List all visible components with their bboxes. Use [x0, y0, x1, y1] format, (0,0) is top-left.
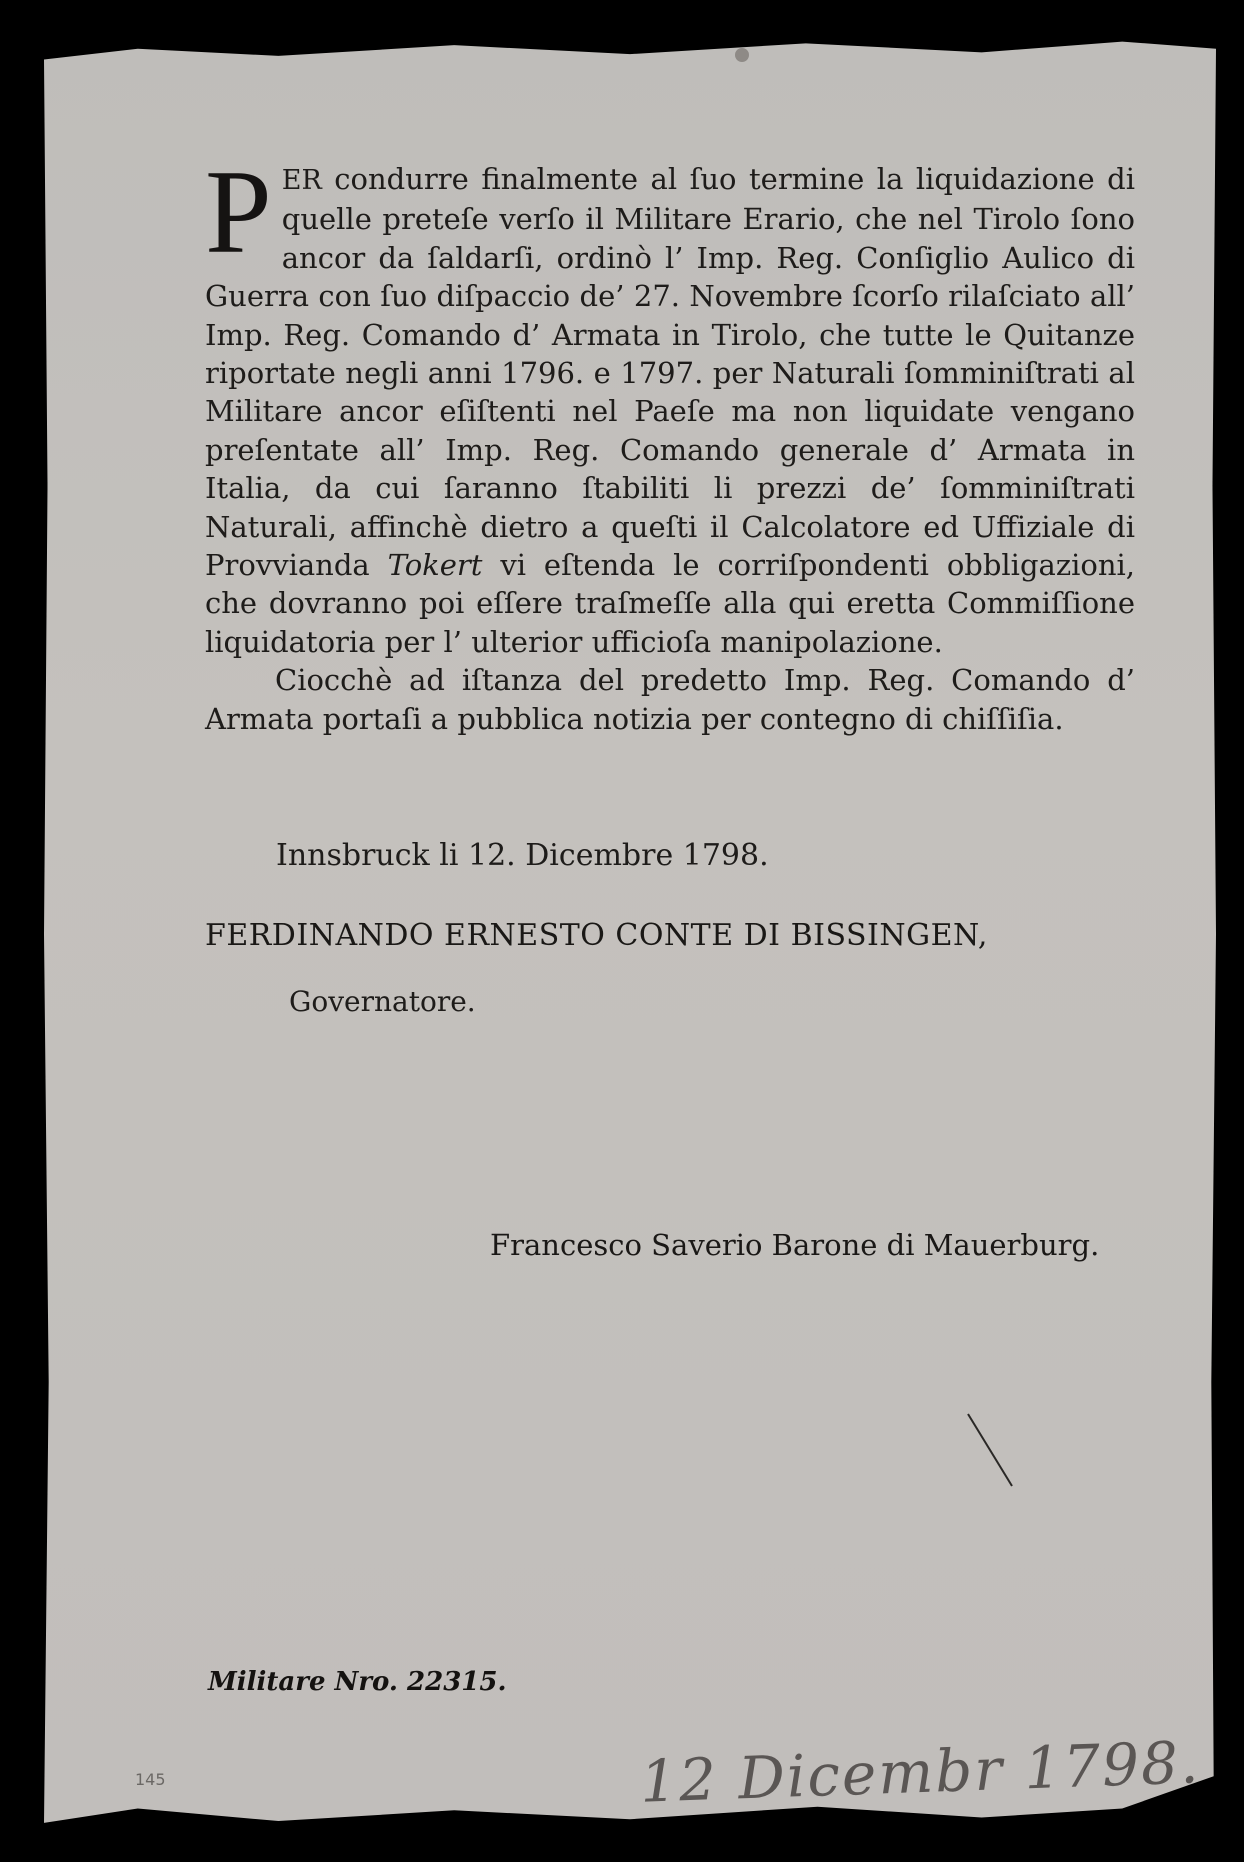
secretary-signature: Francesco Saverio Barone di Mauerburg. — [490, 1228, 1100, 1262]
paragraph-main-end: vi eſtenda le corriſpondenti obbligazioni, che dovranno poi eſſere traſmeſſe alla qui eretta Commiſſione liquidatoria per l’ ulterior ufficioſa manipolazione. — [205, 548, 1135, 659]
governor-title: Governatore. — [289, 985, 476, 1018]
place-date: Innsbruck li 12. Dicembre 1798. — [276, 838, 769, 873]
handwritten-date: 12 Dicembr 1798. — [638, 1728, 1202, 1816]
governor-name: FERDINANDO ERNESTO CONTE DI BISSINGEN, — [205, 918, 988, 953]
paragraph-second: Ciocchè ad iſtanza del predetto Imp. Reg. Comando d’ Armata portaſi a pubblica notizia per contegno di chiſſiſia. — [205, 663, 1135, 736]
military-number: Militare Nro. 22315. — [208, 1667, 507, 1697]
officer-name: Tokert — [387, 548, 483, 583]
ink-stroke-mark — [960, 1410, 1020, 1490]
decree-body — [205, 145, 1135, 738]
first-word-rest: ER — [281, 165, 322, 196]
paragraph-main — [205, 145, 1135, 661]
ink-smudge — [735, 48, 749, 62]
paragraph-main-text: condurre finalmente al ſuo termine la liquidazione di quelle preteſe verſo il Militare Erario, che nel Tirolo ſono ancor da ſaldarſi, ordinò l’ Imp. Reg. Conſiglio Aulico di Guerra con ſuo diſpaccio de’ 27. Novembre ſcorſo rilaſciato all’ Imp. Reg. Comando d’ Armata in Tirolo, che tutte le Quitanze riportate negli anni 1796. e 1797. per Naturali ſomminiſtrati al Militare ancor eſiſtenti nel Paeſe ma non liquidate vengano preſentate all’ Imp. Reg. Comando generale d’ Armata in Italia, da cui ſaranno ſtabiliti li prezzi de’ ſomminiſtrati Naturali, affinchè dietro a queſti il Calcolatore ed Uffiziale di Provvianda — [205, 162, 1135, 583]
archive-number: 145 — [135, 1770, 166, 1789]
drop-cap: P — [205, 145, 272, 278]
